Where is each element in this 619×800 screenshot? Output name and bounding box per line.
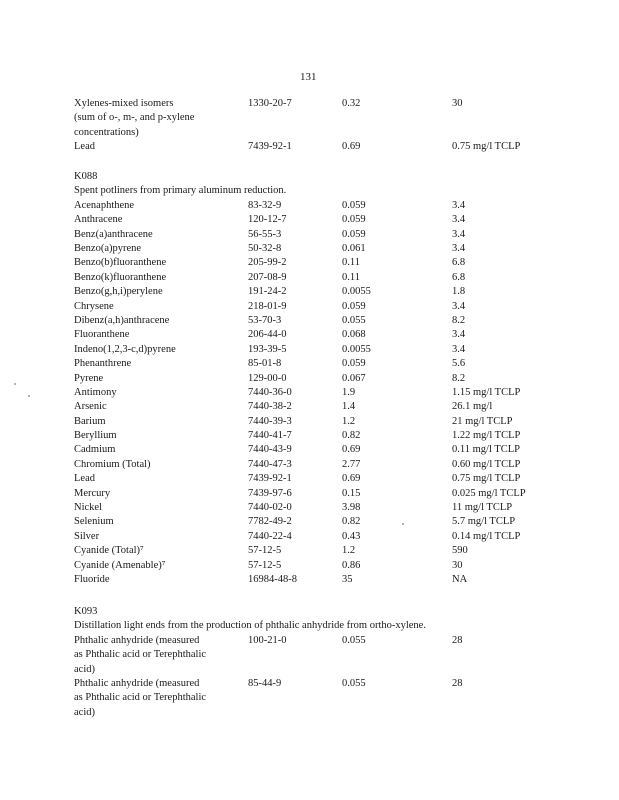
wastewater-standard: 0.061 bbox=[342, 242, 366, 254]
nonwastewater-standard: NA bbox=[452, 573, 468, 585]
wastewater-standard: 1.2 bbox=[342, 415, 356, 427]
k093-section bbox=[74, 605, 554, 720]
nonwastewater-standard: 6.8 bbox=[452, 271, 466, 283]
waste-description: Spent potliners from primary aluminum reduction. bbox=[74, 185, 287, 197]
nonwastewater-standard: 3.4 bbox=[452, 242, 466, 254]
wastewater-standard: 0.11 bbox=[342, 271, 360, 283]
nonwastewater-standard: 28 bbox=[452, 634, 463, 646]
cas-number: 7440-38-2 bbox=[248, 401, 292, 413]
nonwastewater-standard: 5.6 bbox=[452, 358, 466, 370]
constituent-name: Acenaphthene bbox=[74, 199, 135, 211]
cas-number: 218-01-9 bbox=[248, 300, 287, 312]
wastewater-standard: 0.055 bbox=[342, 314, 366, 326]
wastewater-standard: 0.82 bbox=[342, 430, 361, 442]
constituent-name: Lead bbox=[74, 141, 95, 153]
constituent-name: Phthalic anhydride (measured as Phthalic acid or Terephthalic acid) bbox=[74, 678, 207, 718]
table-row bbox=[74, 140, 554, 154]
table-row bbox=[74, 415, 554, 429]
nonwastewater-standard: 3.4 bbox=[452, 329, 466, 341]
table-row bbox=[74, 634, 554, 677]
continued-table bbox=[74, 97, 554, 155]
table-row bbox=[74, 199, 554, 213]
table-row bbox=[74, 400, 554, 414]
constituent-name: Benzo(b)fluoranthene bbox=[74, 257, 167, 269]
nonwastewater-standard: 590 bbox=[452, 545, 468, 557]
cas-number: 85-01-8 bbox=[248, 358, 282, 370]
table-row bbox=[74, 314, 554, 328]
wastewater-standard: 0.0055 bbox=[342, 343, 371, 355]
constituent-name: Phenanthrene bbox=[74, 358, 132, 370]
cas-number: 1330-20-7 bbox=[248, 98, 292, 109]
cas-number: 7439-97-6 bbox=[248, 487, 292, 499]
table-row bbox=[74, 501, 554, 515]
nonwastewater-standard: 6.8 bbox=[452, 257, 466, 269]
table-row bbox=[74, 573, 554, 587]
wastewater-standard: 0.86 bbox=[342, 559, 361, 571]
wastewater-standard: 0.068 bbox=[342, 329, 366, 341]
wastewater-standard: 1.9 bbox=[342, 386, 356, 398]
k093-table bbox=[74, 634, 554, 720]
waste-description: Distillation light ends from the production of phthalic anhydride from ortho-xylene. bbox=[74, 620, 426, 632]
cas-number: 7782-49-2 bbox=[248, 516, 292, 528]
constituent-name: Phthalic anhydride (measured as Phthalic acid or Terephthalic acid) bbox=[74, 634, 207, 675]
nonwastewater-standard: 8.2 bbox=[452, 372, 466, 384]
table-row bbox=[74, 242, 554, 256]
cas-number: 205-99-2 bbox=[248, 257, 287, 269]
constituent-name: Chrysene bbox=[74, 300, 114, 312]
wastewater-standard: 0.15 bbox=[342, 487, 361, 499]
cas-number: 7440-47-3 bbox=[248, 458, 292, 470]
cas-number: 191-24-2 bbox=[248, 286, 287, 298]
scan-speck bbox=[14, 383, 16, 385]
constituent-name: Barium bbox=[74, 415, 106, 427]
constituent-name: Cyanide (Amenable)⁷ bbox=[74, 559, 166, 571]
nonwastewater-standard: 0.60 mg/l TCLP bbox=[452, 458, 521, 470]
nonwastewater-standard: 0.025 mg/l TCLP bbox=[452, 487, 526, 499]
cas-number: 7439-92-1 bbox=[248, 473, 292, 485]
constituent-name: Cyanide (Total)⁷ bbox=[74, 545, 144, 557]
cas-number: 7439-92-1 bbox=[248, 141, 292, 153]
constituent-name: Mercury bbox=[74, 487, 111, 499]
table-row bbox=[74, 228, 554, 242]
table-row bbox=[74, 443, 554, 457]
wastewater-standard: 1.2 bbox=[342, 545, 356, 557]
nonwastewater-standard: 11 mg/l TCLP bbox=[452, 502, 513, 514]
wastewater-standard: 0.059 bbox=[342, 228, 366, 240]
cas-number: 7440-22-4 bbox=[248, 530, 292, 542]
wastewater-standard: 0.059 bbox=[342, 300, 366, 312]
constituent-name: Beryllium bbox=[74, 430, 117, 442]
nonwastewater-standard: 3.4 bbox=[452, 300, 466, 312]
nonwastewater-standard: 28 bbox=[452, 678, 463, 689]
nonwastewater-standard: 3.4 bbox=[452, 228, 466, 240]
table-row bbox=[74, 515, 554, 529]
wastewater-standard: 0.059 bbox=[342, 358, 366, 370]
nonwastewater-standard: 0.14 mg/l TCLP bbox=[452, 530, 521, 542]
waste-code: K093 bbox=[74, 606, 98, 617]
cas-number: 7440-02-0 bbox=[248, 502, 292, 514]
wastewater-standard: 1.4 bbox=[342, 401, 356, 413]
cas-number: 206-44-0 bbox=[248, 329, 287, 341]
constituent-name: Benz(a)anthracene bbox=[74, 228, 153, 240]
nonwastewater-standard: 0.75 mg/l TCLP bbox=[452, 473, 521, 485]
cas-number: 57-12-5 bbox=[248, 545, 282, 557]
nonwastewater-standard: 0.75 mg/l TCLP bbox=[452, 141, 521, 153]
wastewater-standard: 0.43 bbox=[342, 530, 361, 542]
constituent-name: Fluoride bbox=[74, 573, 110, 585]
constituent-name: Benzo(k)fluoranthene bbox=[74, 271, 167, 283]
nonwastewater-standard: 1.15 mg/l TCLP bbox=[452, 386, 521, 398]
nonwastewater-standard: 3.4 bbox=[452, 214, 466, 226]
wastewater-standard: 0.69 bbox=[342, 473, 361, 485]
nonwastewater-standard: 5.7 mg/l TCLP bbox=[452, 516, 516, 528]
wastewater-standard: 0.69 bbox=[342, 444, 361, 456]
nonwastewater-standard: 21 mg/l TCLP bbox=[452, 415, 513, 427]
table-row bbox=[74, 530, 554, 544]
table-row bbox=[74, 372, 554, 386]
scan-speck bbox=[28, 395, 30, 397]
constituent-name: Indeno(1,2,3-c,d)pyrene bbox=[74, 343, 176, 355]
wastewater-standard: 0.32 bbox=[342, 98, 361, 109]
constituent-name: Nickel bbox=[74, 502, 102, 514]
constituent-name: Lead bbox=[74, 473, 95, 485]
waste-code: K088 bbox=[74, 171, 98, 182]
cas-number: 7440-43-9 bbox=[248, 444, 292, 456]
nonwastewater-standard: 8.2 bbox=[452, 314, 466, 326]
nonwastewater-standard: 30 bbox=[452, 98, 463, 109]
table-row bbox=[74, 487, 554, 501]
cas-number: 53-70-3 bbox=[248, 314, 282, 326]
constituent-name: Selenium bbox=[74, 516, 114, 528]
wastewater-standard: 0.055 bbox=[342, 634, 366, 646]
table-row bbox=[74, 458, 554, 472]
table-row bbox=[74, 429, 554, 443]
nonwastewater-standard: 1.8 bbox=[452, 286, 466, 298]
k088-section bbox=[74, 170, 554, 587]
cas-number: 16984-48-8 bbox=[248, 573, 297, 585]
constituent-name: Anthracene bbox=[74, 214, 123, 226]
constituent-name: Pyrene bbox=[74, 372, 104, 384]
cas-number: 7440-41-7 bbox=[248, 430, 292, 442]
wastewater-standard: 0.059 bbox=[342, 199, 366, 211]
nonwastewater-standard: 0.11 mg/l TCLP bbox=[452, 444, 520, 456]
wastewater-standard: 0.0055 bbox=[342, 286, 371, 298]
table-row bbox=[74, 677, 554, 720]
k088-table bbox=[74, 199, 554, 588]
constituent-name: Cadmium bbox=[74, 444, 116, 456]
constituent-name: Benzo(g,h,i)perylene bbox=[74, 286, 163, 298]
cas-number: 57-12-5 bbox=[248, 559, 282, 571]
constituent-name: Benzo(a)pyrene bbox=[74, 242, 142, 254]
table-row bbox=[74, 256, 554, 270]
cas-number: 7440-36-0 bbox=[248, 386, 292, 398]
cas-number: 7440-39-3 bbox=[248, 415, 292, 427]
wastewater-standard: 0.11 bbox=[342, 257, 360, 269]
wastewater-standard: 35 bbox=[342, 573, 353, 585]
nonwastewater-standard: 3.4 bbox=[452, 199, 466, 211]
wastewater-standard: 3.98 bbox=[342, 502, 361, 514]
nonwastewater-standard: 1.22 mg/l TCLP bbox=[452, 430, 521, 442]
table-row bbox=[74, 285, 554, 299]
table-row bbox=[74, 472, 554, 486]
constituent-name: Fluoranthene bbox=[74, 329, 130, 341]
nonwastewater-standard: 3.4 bbox=[452, 343, 466, 355]
cas-number: 56-55-3 bbox=[248, 228, 282, 240]
wastewater-standard: 0.059 bbox=[342, 214, 366, 226]
cas-number: 100-21-0 bbox=[248, 634, 287, 646]
table-row bbox=[74, 300, 554, 314]
table-row bbox=[74, 213, 554, 227]
table-row bbox=[74, 544, 554, 558]
scan-speck bbox=[402, 523, 404, 525]
table-row bbox=[74, 271, 554, 285]
constituent-name: Chromium (Total) bbox=[74, 458, 151, 470]
constituent-name: Xylenes-mixed isomers (sum of o-, m-, and p-xylene concentrations) bbox=[74, 98, 195, 138]
constituent-name: Silver bbox=[74, 530, 100, 542]
table-row bbox=[74, 97, 554, 140]
table-row bbox=[74, 343, 554, 357]
cas-number: 85-44-9 bbox=[248, 678, 282, 689]
constituent-name: Antimony bbox=[74, 386, 117, 398]
table-row bbox=[74, 386, 554, 400]
table-row bbox=[74, 559, 554, 573]
cas-number: 120-12-7 bbox=[248, 214, 287, 226]
wastewater-standard: 0.82 bbox=[342, 516, 361, 528]
wastewater-standard: 0.067 bbox=[342, 372, 366, 384]
page-number: 131 bbox=[300, 71, 317, 83]
cas-number: 193-39-5 bbox=[248, 343, 287, 355]
cas-number: 50-32-8 bbox=[248, 242, 282, 254]
wastewater-standard: 0.055 bbox=[342, 678, 366, 689]
table-row bbox=[74, 328, 554, 342]
constituent-name: Dibenz(a,h)anthracene bbox=[74, 314, 170, 326]
wastewater-standard: 2.77 bbox=[342, 458, 361, 470]
table-row bbox=[74, 357, 554, 371]
cas-number: 129-00-0 bbox=[248, 372, 287, 384]
nonwastewater-standard: 26.1 mg/l bbox=[452, 401, 493, 413]
cas-number: 83-32-9 bbox=[248, 199, 282, 211]
constituent-name: Arsenic bbox=[74, 401, 107, 413]
nonwastewater-standard: 30 bbox=[452, 559, 463, 571]
wastewater-standard: 0.69 bbox=[342, 141, 361, 153]
cas-number: 207-08-9 bbox=[248, 271, 287, 283]
